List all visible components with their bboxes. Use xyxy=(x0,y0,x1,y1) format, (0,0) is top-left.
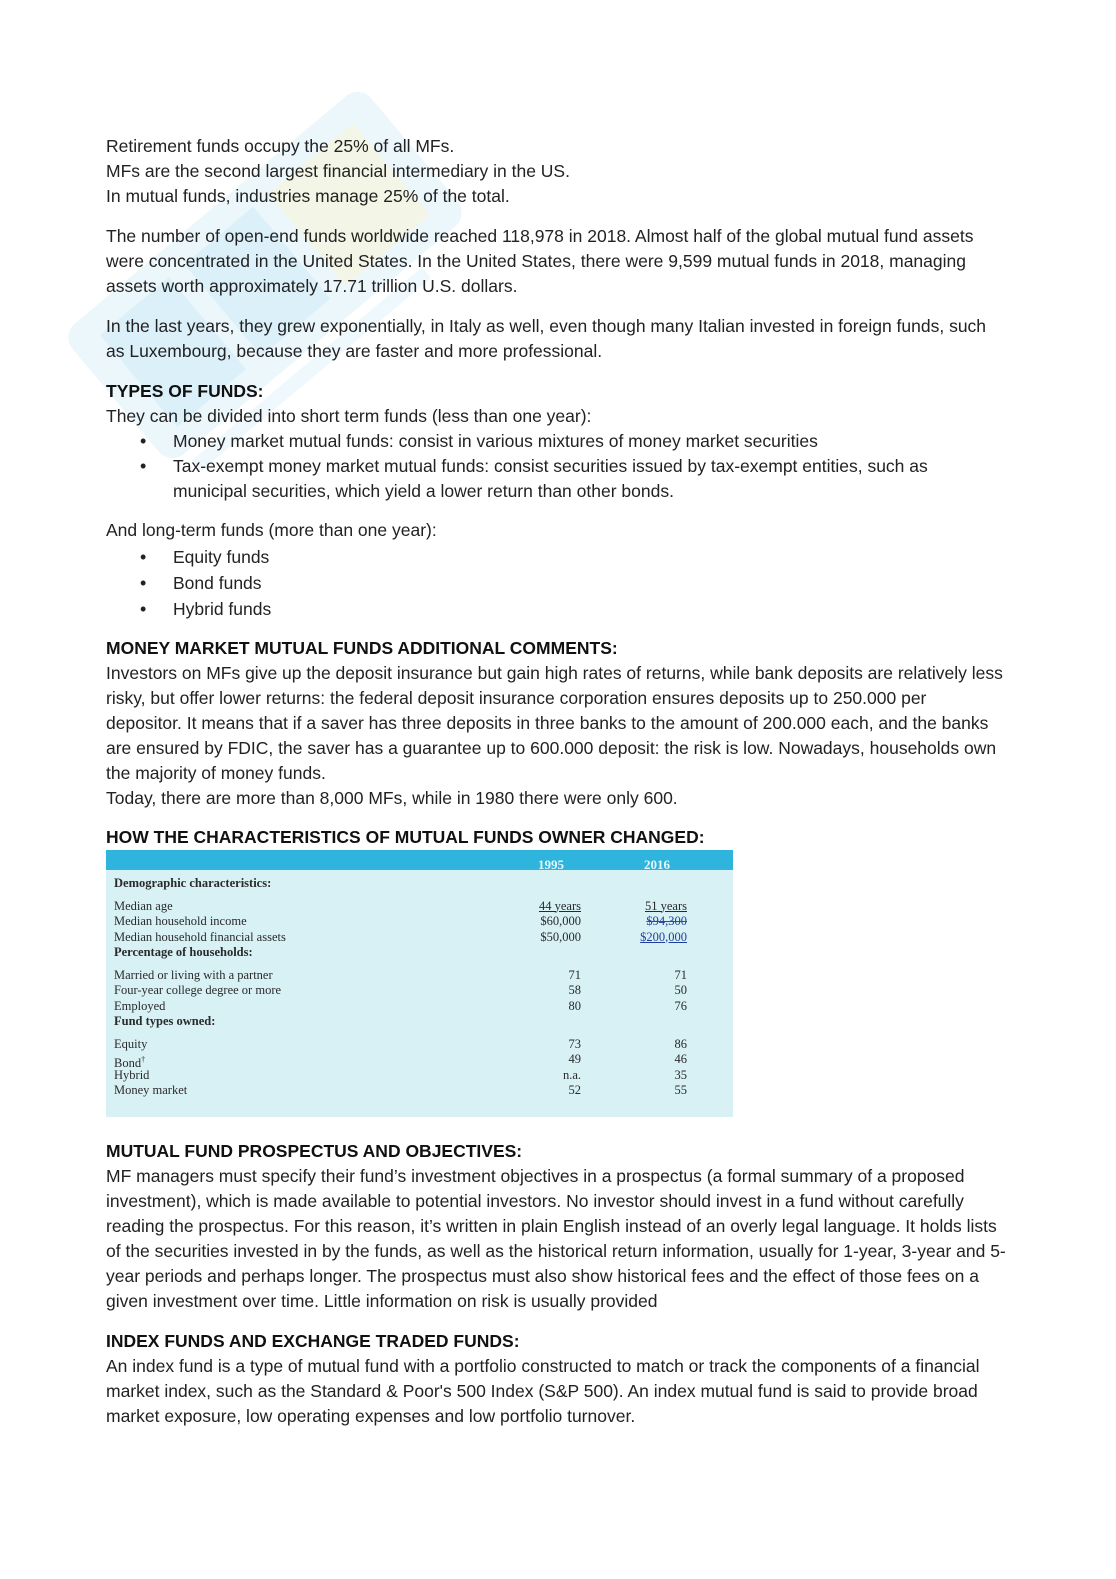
value-1995: 73 xyxy=(568,1036,581,1051)
section-mmmf xyxy=(106,636,1006,811)
table-section-header xyxy=(114,1014,729,1030)
value-2016: 71 xyxy=(674,967,687,982)
table-row xyxy=(114,899,729,915)
row-label: Employed xyxy=(114,998,166,1013)
table-section-header xyxy=(114,945,729,961)
row-label: Median age xyxy=(114,898,173,913)
heading-owners: HOW THE CHARACTERISTICS OF MUTUAL FUNDS OWNER CHANGED: xyxy=(106,827,705,847)
intro-line: MFs are the second largest financial intermediary in the US. xyxy=(106,161,570,181)
short-term-intro: They can be divided into short term funds (less than one year): xyxy=(106,406,592,426)
value-2016: 55 xyxy=(674,1083,687,1097)
row-label-text: Bond xyxy=(114,1056,142,1071)
section-label: Demographic characteristics: xyxy=(114,876,272,890)
value-1995: $60,000 xyxy=(540,914,581,928)
value-1995: 71 xyxy=(568,967,581,982)
heading-mmmf: MONEY MARKET MUTUAL FUNDS ADDITIONAL COMMENTS: xyxy=(106,638,618,658)
mmmf-body-2: Today, there are more than 8,000 MFs, while in 1980 there were only 600. xyxy=(106,788,678,808)
row-label: Four-year college degree or more xyxy=(114,983,282,997)
heading-types: TYPES OF FUNDS: xyxy=(106,381,264,401)
value-2016: 35 xyxy=(674,1067,687,1082)
value-1995: $50,000 xyxy=(540,929,581,944)
prospectus-body: MF managers must specify their fund’s investment objectives in a prospectus (a formal summary of a proposed investment), which is made available to potential investors. No investor should invest in a fund without carefully reading the prospectus. For this reason, it’s written in plain English instead of an overly legal language. It holds lists of the securities invested in by the funds, as well as the historical return information, usually for 1-year, 3-year and 5-year periods and perhaps longer. The prospectus must also show historical fees and the effect of those fees on a given investment over time. Little information on risk is usually provided xyxy=(106,1166,1006,1311)
owners-table-header xyxy=(106,850,733,870)
row-label: Median household financial assets xyxy=(114,929,286,944)
list-item: • Hybrid funds xyxy=(106,597,1006,622)
document-page xyxy=(106,134,1006,1443)
list-item: • Tax-exempt money market mutual funds: consist securities issued by tax-exempt entities, such as municipal securities, which yield a lower return than other bonds. xyxy=(106,454,1006,504)
value-1995: 49 xyxy=(568,1052,581,1066)
row-label: Married or living with a partner xyxy=(114,967,273,982)
value-2016: $200,000 xyxy=(640,929,687,944)
table-section-header xyxy=(114,876,729,892)
mmmf-body: Investors on MFs give up the deposit insurance but gain high rates of returns, while bank deposits are relatively less risky, but offer lower returns: the federal deposit insurance corporation ensures deposits up to 250.000 per depositor. It means that if a saver has three deposits in three banks to the amount of 200.000 each, and the banks are ensured by FDIC, the saver has a guarantee up to 600.000 deposit: the risk is low. Nowadays, households own the majority of money funds. xyxy=(106,663,1003,783)
index-body: An index fund is a type of mutual fund with a portfolio constructed to match or track the components of a financial market index, such as the Standard & Poor's 500 Index (S&P 500). An index mutual fund is said to provide broad market exposure, low operating expenses and low portfolio turnover. xyxy=(106,1356,980,1426)
short-term-list xyxy=(106,429,1006,504)
row-label: Hybrid xyxy=(114,1067,150,1082)
section-index xyxy=(106,1329,1006,1429)
footnote-mark: † xyxy=(141,1055,146,1064)
table-row xyxy=(114,1068,729,1084)
long-term-list xyxy=(106,545,1006,622)
table-row xyxy=(114,1037,729,1053)
table-row xyxy=(114,1052,729,1071)
list-item: • Bond funds xyxy=(106,571,1006,596)
section-label: Percentage of households: xyxy=(114,945,253,959)
value-1995: 44 years xyxy=(539,898,581,913)
value-1995: 52 xyxy=(568,1083,581,1097)
col-header-2016: 2016 xyxy=(644,857,670,872)
intro-line: In mutual funds, industries manage 25% of the total. xyxy=(106,186,510,206)
col-header-1995: 1995 xyxy=(538,857,564,872)
row-label: Money market xyxy=(114,1083,188,1097)
table-row xyxy=(114,983,729,999)
section-prospectus xyxy=(106,1139,1006,1314)
intro-line: Retirement funds occupy the 25% of all MFs. xyxy=(106,136,455,156)
heading-index: INDEX FUNDS AND EXCHANGE TRADED FUNDS: xyxy=(106,1331,520,1351)
table-row xyxy=(114,1083,729,1099)
section-types xyxy=(106,379,1006,622)
value-2016: 86 xyxy=(674,1036,687,1051)
value-1995: 80 xyxy=(568,998,581,1013)
heading-prospectus: MUTUAL FUND PROSPECTUS AND OBJECTIVES: xyxy=(106,1141,523,1161)
section-label: Fund types owned: xyxy=(114,1014,216,1028)
table-row xyxy=(114,999,729,1015)
row-label: Median household income xyxy=(114,914,247,928)
paragraph-global-funds: The number of open-end funds worldwide reached 118,978 in 2018. Almost half of the global mutual fund assets were concentrated in the United States. In the United States, there were 9,599 mutual funds in 2018, managing assets worth approximately 17.71 trillion U.S. dollars. xyxy=(106,226,974,296)
value-2016: 76 xyxy=(674,998,687,1013)
value-1995: n.a. xyxy=(562,1067,581,1082)
row-label: Equity xyxy=(114,1036,148,1051)
owners-table-figure xyxy=(106,850,733,1117)
value-2016: $94,300 xyxy=(646,914,687,928)
long-term-intro: And long-term funds (more than one year): xyxy=(106,520,437,540)
value-2016: 50 xyxy=(674,983,687,997)
table-row xyxy=(114,914,729,930)
intro-block xyxy=(106,134,1006,209)
paragraph-italy: In the last years, they grew exponentially, in Italy as well, even though many Italian invested in foreign funds, such as Luxembourg, because they are faster and more professional. xyxy=(106,316,987,361)
list-item: • Money market mutual funds: consist in various mixtures of money market securities xyxy=(106,429,1006,454)
table-row xyxy=(114,968,729,984)
owners-table-body xyxy=(114,876,729,1099)
table-row xyxy=(114,930,729,946)
value-1995: 58 xyxy=(568,983,581,997)
value-2016: 51 years xyxy=(645,898,687,913)
value-2016: 46 xyxy=(674,1052,687,1066)
list-item: • Equity funds xyxy=(106,545,1006,570)
